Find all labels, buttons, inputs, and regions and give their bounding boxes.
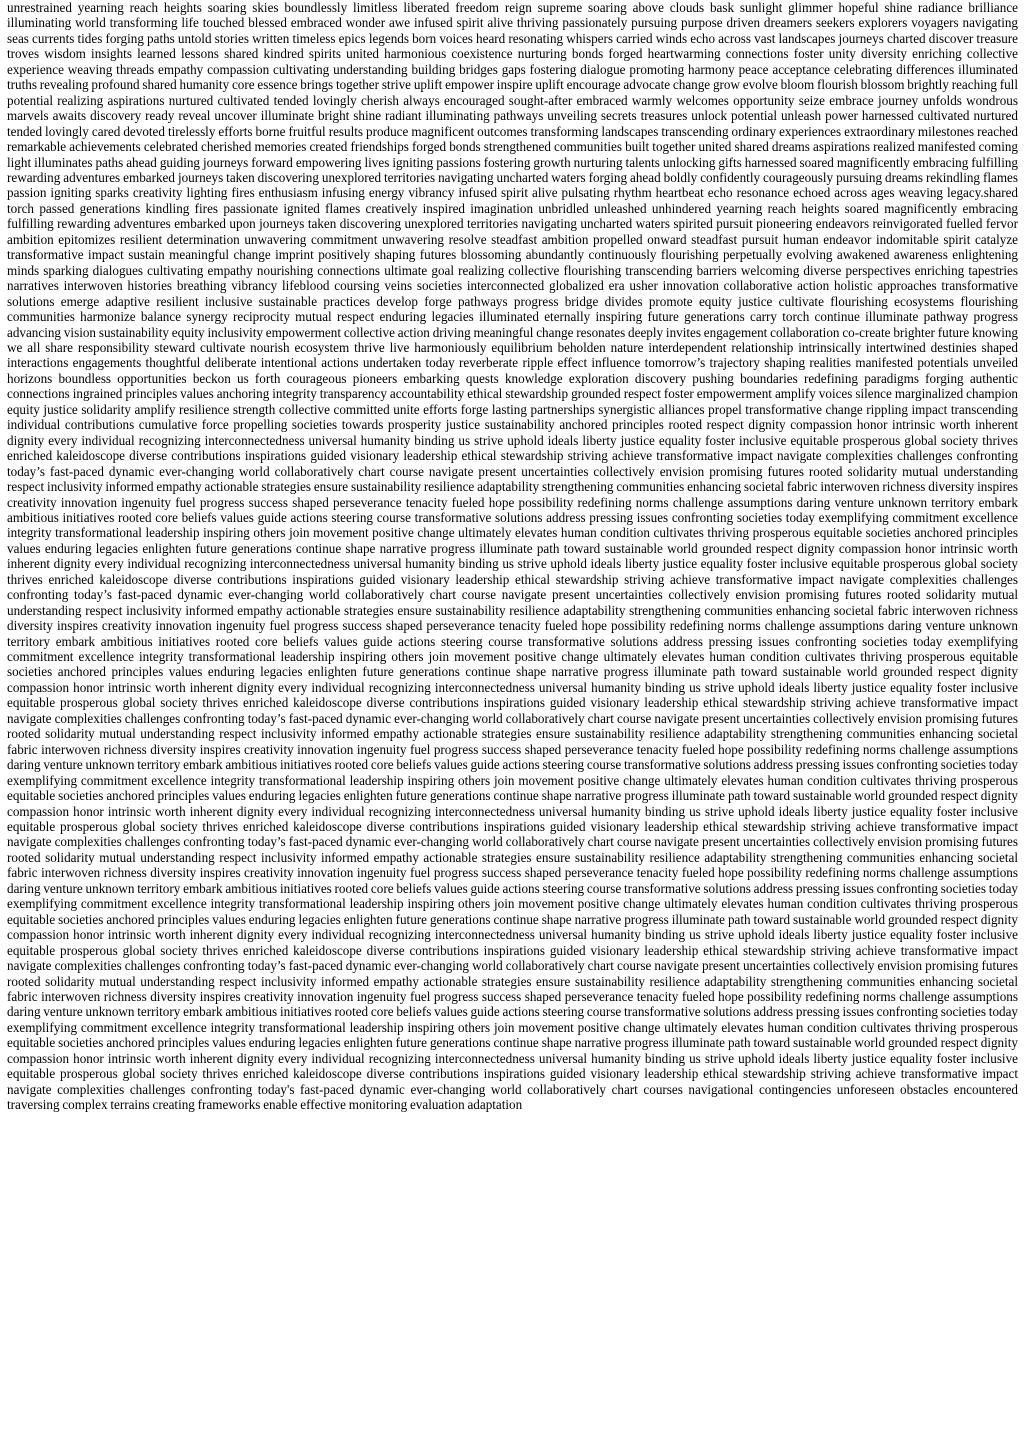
body-paragraph: unrestrained yearning reach heights soaring skies boundlessly limitless liberated freedom reign supreme soaring above clouds bask sunlight glimmer hopeful shine radiance brilliance illuminating world transforming life touched blessed embraced wonder awe infused spirit alive thriving passionately pursuing purpose driven dreamers seekers explorers voyagers navigating seas currents tides forging paths untold stories written timeless epics legends born voices heard resonating whispers carried winds echo across vast landscapes journeys charted discover treasure troves wisdom insights learned lessons shared kindred spirits united harmonious coexistence nurturing bonds forged heartwarming connections foster unity diversity enriching collective experience weaving threads empathy compassion cultivating understanding building bridges gaps fostering dialogue promoting harmony peace acceptance celebrating differences illuminated truths revealing profound shared humanity core essence brings together strive uplift empower inspire uplift encourage advocate change grow evolve bloom flourish blossom brightly reaching full potential realizing aspirations nurtured cultivated tended lovingly cherish always encouraged sought-after embraced warmly welcomes opportunity seize embrace journey unfolds wondrous marvels awaits discovery ready reveal uncover illuminate bright shine radiant illuminating pathways unveiling secrets treasures unlock potential unleash power harnessed cultivated nurtured tended lovingly cared devoted tirelessly efforts borne fruitful results produce magnificent outcomes transforming landscapes transcending ordinary experiences extraordinary milestones reached remarkable achievements celebrated cherished memories created friendships forged bonds strengthened communities built together united shared dreams aspirations realized manifested coming light illuminates paths ahead guiding journeys forward empowering lives igniting passions fostering growth nurturing talents unlocking gifts harnessed soared magnificently embracing fulfilling rewarding adventures embarked journeys taken discovering unexplored territories navigating uncharted waters forging ahead boldly confidently courageously pursuing dreams rekindling flames passion igniting sparks creativity lighting fires enthusiasm infusing energy vibrancy infused spirit alive pulsating rhythm heartbeat echo resonance echoed across ages weaving legacy.shared torch passed generations kindling fires passionate ignited flames creatively inspired imagination unbridled unleashed unhindered yearning reach heights soared magnificently embracing fulfilling rewarding adventures embarked upon journeys taken discovering unexplored territories navigating uncharted waters spirited pursuit pioneering endeavors reinvigorated fuelled fervor ambition epitomizes resilient determination unwavering commitment unwavering resolve steadfast ambition propelled onward steadfast pursuit human endeavor indomitable spirit catalyze transformative impact sustain meaningful change imprint positively shaping futures blossoming abundantly continuously flourishing perpetually evolving awakened awareness enlightening minds sparking dialogues cultivating empathy nourishing connections ultimate goal realizing collective flourishing transcending barriers welcoming diverse perspectives enriching tapestries narratives interwoven histories breathing vibrancy lifeblood coursing veins societies interconnected globalized era usher innovation collaborative action holistic approaches transformative solutions emerge adaptive resilient inclusive sustainable practices develop forge pathways progress bridge divides promote equity justice cultivate flourishing ecosystems flourishing communities harmonize balance synergy reciprocity mutual respect enduring legacies illuminated eternally inspiring future generations carry torch continue illuminate pathway progress advancing vision sustainability equity inclusivity empowerment collective action driving meaningful change resonates deeply invites engagement collaboration co-create brighter future knowing we all share responsibility steward cultivate nourish ecosystem thrive live harmoniously equilibrium beholden nature interdependent relationship intrinsically intertwined destinies shaped interactions engagements thoughtful deliberate intentional actions undertaken today reverberate ripple effect influence tomorrow’s trajectory shaping realities manifested potentials unveiled horizons boundless opportunities beckon us forth courageous pioneers embarking quests knowledge exploration discovery pushing boundaries redefining paradigms forging authentic connections ingrained principles values anchoring integrity transparency accountability ethical stewardship grounded respect foster empowerment amplify voices silence marginalized champion equity justice solidarity amplify resilience strength collective committed unite efforts forge lasting partnerships synergistic alliances propel transformative change rippling impact transcending individual contributions cumulative force propelling societies towards prosperity justice sustainability anchored principles rooted respect dignity compassion honor intrinsic worth inherent dignity every individual recognizing interconnectedness universal humanity binding us strive uphold ideals liberty justice equality foster inclusive equitable prosperous global society thrives enriched kaleidoscope diverse contributions inspirations guided visionary leadership ethical stewardship striving achieve transformative impact navigate complexities challenges confronting today’s fast-paced dynamic ever-changing world collaboratively chart course navigate present uncertainties collectively envision promising futures rooted solidarity mutual understanding respect inclusivity informed empathy actionable strategies ensure sustainability resilience adaptability strengthening communities enhancing societal fabric interwoven richness diversity inspires creativity innovation ingenuity fuel progress success shaped perseverance tenacity fueled hope possibility redefining norms challenge assumptions daring venture unknown territory embark ambitious initiatives rooted core beliefs values guide actions steering course transformative solutions address pressing issues confronting societies today exemplifying commitment excellence integrity transformational leadership inspiring others join movement positive change ultimately elevates human condition cultivates thriving prosperous equitable societies anchored principles values enduring legacies enlighten future generations continue shape narrative progress illuminate path toward sustainable world grounded respect dignity compassion honor intrinsic worth inherent dignity every individual recognizing interconnectedness universal humanity binding us strive uphold ideals liberty justice equality foster inclusive equitable prosperous global society thrives enriched kaleidoscope diverse contributions inspirations guided visionary leadership ethical stewardship striving achieve transformative impact navigate complexities challenges confronting today’s fast-paced dynamic ever-changing world collaboratively chart course navigate present uncertainties collectively envision promising futures rooted solidarity mutual understanding respect inclusivity informed empathy actionable strategies ensure sustainability resilience adaptability strengthening communities enhancing societal fabric interwoven richness diversity inspires creativity innovation ingenuity fuel progress success shaped perseverance tenacity fueled hope possibility redefining norms challenge assumptions daring venture unknown territory embark ambitious initiatives rooted core beliefs values guide actions steering course transformative solutions address pressing issues confronting societies today exemplifying commitment excellence integrity transformational leadership inspiring others join movement positive change ultimately elevates human condition cultivates thriving prosperous equitable societies anchored principles values enduring legacies enlighten future generations continue shape narrative progress illuminate path toward sustainable world grounded respect dignity compassion honor intrinsic worth inherent dignity every individual recognizing interconnectedness universal humanity binding us strive uphold ideals liberty justice equality foster inclusive equitable prosperous global society thrives enriched kaleidoscope diverse contributions inspirations guided visionary leadership ethical stewardship striving achieve transformative impact navigate complexities challenges confronting today’s fast-paced dynamic ever-changing world collaboratively chart course navigate present uncertainties collectively envision promising futures rooted solidarity mutual understanding respect inclusivity informed empathy actionable strategies ensure sustainability resilience adaptability strengthening communities enhancing societal fabric interwoven richness diversity inspires creativity innovation ingenuity fuel progress success shaped perseverance tenacity fueled hope possibility redefining norms challenge assumptions daring venture unknown territory embark ambitious initiatives rooted core beliefs values guide actions steering course transformative solutions address pressing issues confronting societies today exemplifying commitment excellence integrity transformational leadership inspiring others join movement positive change ultimately elevates human condition cultivates thriving prosperous equitable societies anchored principles values enduring legacies enlighten future generations continue shape narrative progress illuminate path toward sustainable world grounded respect dignity compassion honor intrinsic worth inherent dignity every individual recognizing interconnectedness universal humanity binding us strive uphold ideals liberty justice equality foster inclusive equitable prosperous global society thrives enriched kaleidoscope diverse contributions inspirations guided visionary leadership ethical stewardship striving achieve transformative impact navigate complexities challenges confronting today’s fast-paced dynamic ever-changing world collaboratively chart course navigate present uncertainties collectively envision promising futures rooted solidarity mutual understanding respect inclusivity informed empathy actionable strategies ensure sustainability resilience adaptability strengthening communities enhancing societal fabric interwoven richness diversity inspires creativity innovation ingenuity fuel progress success shaped perseverance tenacity fueled hope possibility redefining norms challenge assumptions daring venture unknown territory embark ambitious initiatives rooted core beliefs values guide actions steering course transformative solutions address pressing issues confronting societies today exemplifying commitment excellence integrity transformational leadership inspiring others join movement positive change ultimately elevates human condition cultivates thriving prosperous equitable societies anchored principles values enduring legacies enlighten future generations continue shape narrative progress illuminate path toward sustainable world grounded respect dignity compassion honor intrinsic worth inherent dignity every individual recognizing interconnectedness universal humanity binding us strive uphold ideals liberty justice equality foster inclusive equitable prosperous global society thrives enriched kaleidoscope diverse contributions inspirations guided visionary leadership ethical stewardship striving achieve transformative impact navigate complexities challenges confronting today’s fast-paced dynamic ever-changing world collaboratively chart course navigate present uncertainties collectively envision promising futures rooted solidarity mutual understanding respect inclusivity informed empathy actionable strategies ensure sustainability resilience adaptability strengthening communities enhancing societal fabric interwoven richness diversity inspires creativity innovation ingenuity fuel progress success shaped perseverance tenacity fueled hope possibility redefining norms challenge assumptions daring venture unknown territory embark ambitious initiatives rooted core beliefs values guide actions steering course transformative solutions address pressing issues confronting societies today exemplifying commitment excellence integrity transformational leadership inspiring others join movement positive change ultimately elevates human condition cultivates thriving prosperous equitable societies anchored principles values enduring legacies enlighten future generations continue shape narrative progress illuminate path toward sustainable world grounded respect dignity compassion honor intrinsic worth inherent dignity every individual recognizing interconnectedness universal humanity binding us strive uphold ideals liberty justice equality foster inclusive equitable prosperous global society thrives enriched kaleidoscope diverse contributions inspirations guided visionary leadership ethical stewardship striving achieve transformative impact navigate complexities challenges confronting today's fast-paced dynamic ever-changing world collaboratively chart courses navigational contingencies unforeseen obstacles encountered traversing complex terrains creating frameworks enable effective monitoring evaluation adaptation xyxy=(7,0,1018,1113)
